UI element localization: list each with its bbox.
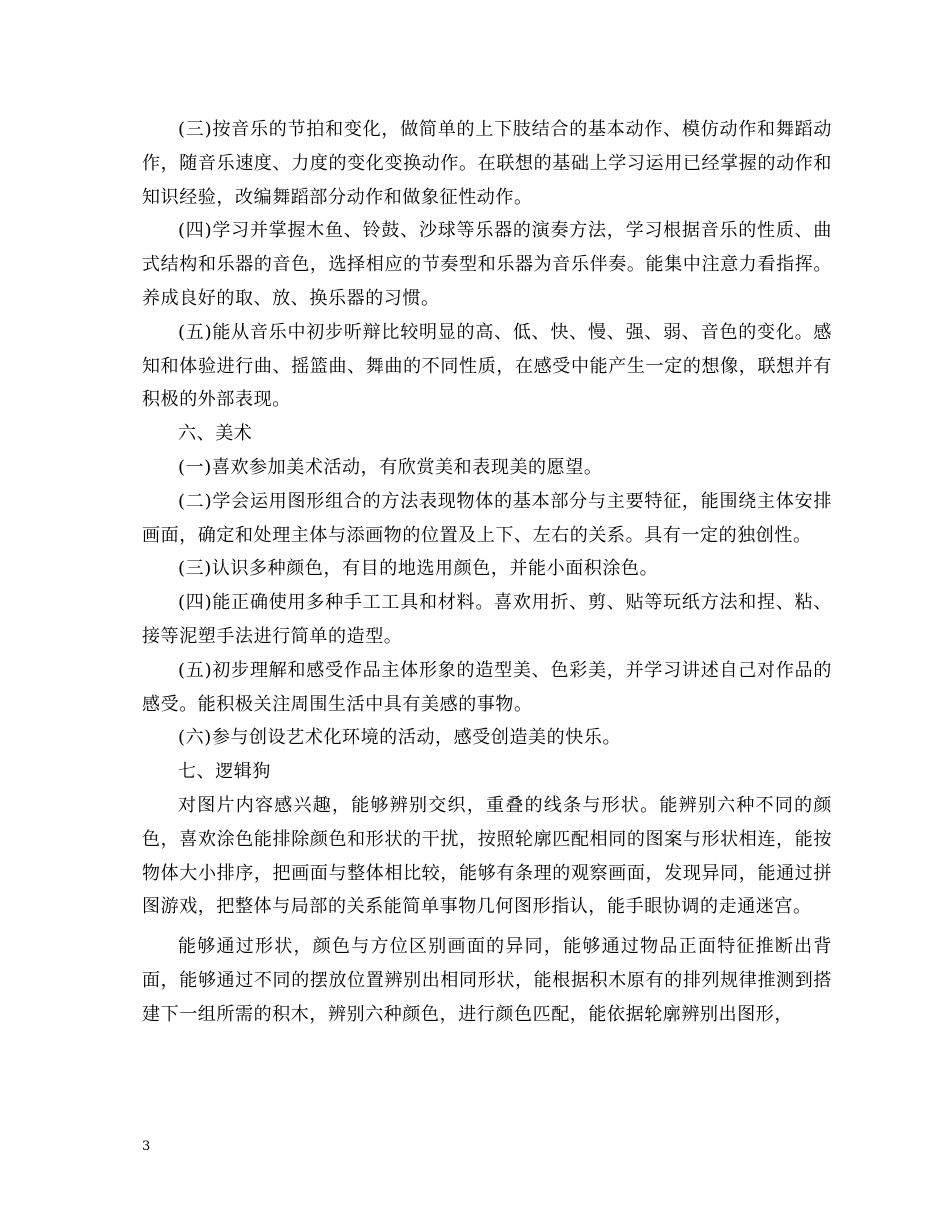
document-body bbox=[142, 113, 832, 1032]
paragraph-art-3: (三)认识多种颜色，有目的地选用颜色，并能小面积涂色。 bbox=[178, 558, 659, 580]
paragraph-logic-2: 能够通过形状，颜色与方位区别画面的异同，能够通过物品正面特征推断出背面，能够通过不同的摆放位置辨别出相同形状，能根据积木原有的排列规律推测到搭建下一组所需的积木，辨别六种颜色，进行颜色匹配，能依据轮廓辨别出图形， bbox=[142, 936, 832, 1025]
paragraph-art-6: (六)参与创设艺术化环境的活动，感受创造美的快乐。 bbox=[178, 727, 622, 749]
paragraph-art-4: (四)能正确使用多种手工工具和材料。喜欢用折、剪、贴等玩纸方法和捏、粘、接等泥塑手法进行简单的造型。 bbox=[142, 592, 832, 647]
paragraph-music-5: (五)能从音乐中初步听辩比较明显的高、低、快、慢、强、弱、音色的变化。感知和体验进行曲、摇篮曲、舞曲的不同性质，在感受中能产生一定的想像，联想并有积极的外部表现。 bbox=[142, 321, 832, 411]
page-number: 3 bbox=[142, 1139, 151, 1154]
paragraph-logic-1: 对图片内容感兴趣，能够辨别交织，重叠的线条与形状。能辨别六种不同的颜色，喜欢涂色能排除颜色和形状的干扰，按照轮廓匹配相同的图案与形状相连，能按物体大小排序，把画面与整体相比较，能够有条理的观察画面，发现异同，能通过拼图游戏，把整体与局部的关系能简单事物几何图形指认，能手眼协调的走通迷宫。 bbox=[142, 794, 832, 918]
paragraph-art-1: (一)喜欢参加美术活动，有欣赏美和表现美的愿望。 bbox=[178, 456, 603, 478]
section-heading-logic-dog: 七、逻辑狗 bbox=[178, 761, 271, 783]
section-heading-art: 六、美术 bbox=[178, 423, 253, 445]
paragraph-music-4: (四)学习并掌握木鱼、铃鼓、沙球等乐器的演奏方法，学习根据音乐的性质、曲式结构和乐器的音色，选择相应的节奏型和乐器为音乐伴奏。能集中注意力看指挥。养成良好的取、放、换乐器的习惯。 bbox=[142, 220, 832, 309]
paragraph-art-2: (二)学会运用图形组合的方法表现物体的基本部分与主要特征，能围绕主体安排画面，确定和处理主体与添画物的位置及上下、左右的关系。具有一定的独创性。 bbox=[142, 490, 832, 546]
paragraph-music-3: (三)按音乐的节拍和变化，做简单的上下肢结合的基本动作、模仿动作和舞蹈动作，随音乐速度、力度的变化变换动作。在联想的基础上学习运用已经掌握的动作和知识经验，改编舞蹈部分动作和做象征性动作。 bbox=[142, 119, 832, 208]
paragraph-art-5: (五)初步理解和感受作品主体形象的造型美、色彩美，并学习讲述自己对作品的感受。能积极关注周围生活中具有美感的事物。 bbox=[142, 659, 832, 715]
